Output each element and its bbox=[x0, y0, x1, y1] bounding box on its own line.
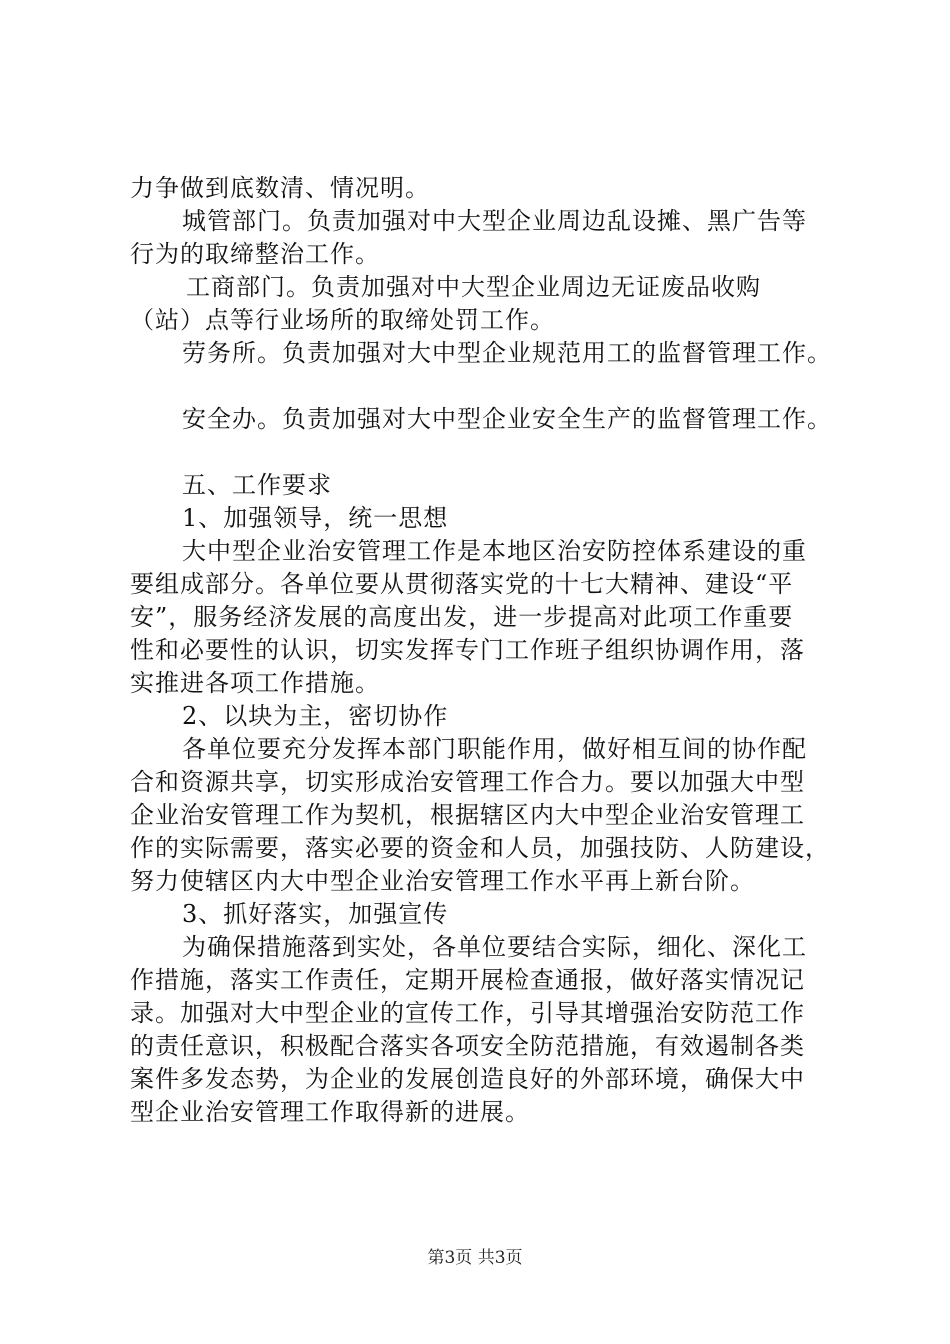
body-line: 作措施，落实工作责任，定期开展检查通报，做好落实情况记 bbox=[130, 966, 805, 994]
body-line: 合和资源共享，切实形成治安管理工作合力。要以加强大中型 bbox=[130, 768, 805, 796]
body-line: 安”，服务经济发展的高度出发，进一步提高对此项工作重要 bbox=[130, 603, 794, 631]
paragraph-anquanban: 安全办。负责加强对大中型企业安全生产的监督管理工作。 bbox=[182, 405, 832, 433]
blank-line bbox=[130, 370, 840, 403]
section-heading: 五、工作要求 bbox=[182, 471, 332, 499]
body-line: 案件多发态势，为企业的发展创造良好的外部环境，确保大中 bbox=[130, 1065, 805, 1093]
body-line: 行为的取缔整治工作。 bbox=[130, 240, 380, 268]
body-line: （站）点等行业场所的取缔处罚工作。 bbox=[130, 306, 555, 334]
body-line: 作的实际需要，落实必要的资金和人员，加强技防、人防建设， bbox=[130, 834, 830, 862]
subheading-1: 1、加强领导，统一思想 bbox=[182, 504, 449, 532]
blank-line bbox=[130, 436, 840, 469]
subheading-2: 2、以块为主，密切协作 bbox=[182, 702, 449, 730]
subheading-3: 3、抓好落实，加强宣传 bbox=[182, 900, 449, 928]
body-line: 企业治安管理工作为契机，根据辖区内大中型企业治安管理工 bbox=[130, 801, 805, 829]
document-body bbox=[130, 172, 840, 1129]
body-line: 大中型企业治安管理工作是本地区治安防控体系建设的重 bbox=[182, 537, 807, 565]
body-line: 要组成部分。各单位要从贯彻落实党的十七大精神、建设“平 bbox=[130, 570, 794, 598]
paragraph-laowusuo: 劳务所。负责加强对大中型企业规范用工的监督管理工作。 bbox=[182, 339, 832, 367]
paragraph-chengguan: 城管部门。负责加强对中大型企业周边乱设摊、黑广告等 bbox=[182, 207, 807, 235]
body-line: 型企业治安管理工作取得新的进展。 bbox=[130, 1098, 530, 1126]
body-line: 各单位要充分发挥本部门职能作用，做好相互间的协作配 bbox=[182, 735, 807, 763]
page-number-footer: 第3页 共3页 bbox=[427, 1248, 523, 1268]
body-line: 力争做到底数清、情况明。 bbox=[130, 174, 430, 202]
body-line: 性和必要性的认识，切实发挥专门工作班子组织协调作用，落 bbox=[130, 636, 805, 664]
body-line: 实推进各项工作措施。 bbox=[130, 669, 380, 697]
body-line: 录。加强对大中型企业的宣传工作，引导其增强治安防范工作 bbox=[130, 999, 805, 1027]
body-line: 为确保措施落到实处，各单位要结合实际，细化、深化工 bbox=[182, 933, 807, 961]
body-line: 努力使辖区内大中型企业治安管理工作水平再上新台阶。 bbox=[130, 867, 755, 895]
body-line: 的责任意识，积极配合落实各项安全防范措施，有效遏制各类 bbox=[130, 1032, 805, 1060]
paragraph-gongshang: 工商部门。负责加强对中大型企业周边无证废品收购 bbox=[186, 273, 761, 301]
